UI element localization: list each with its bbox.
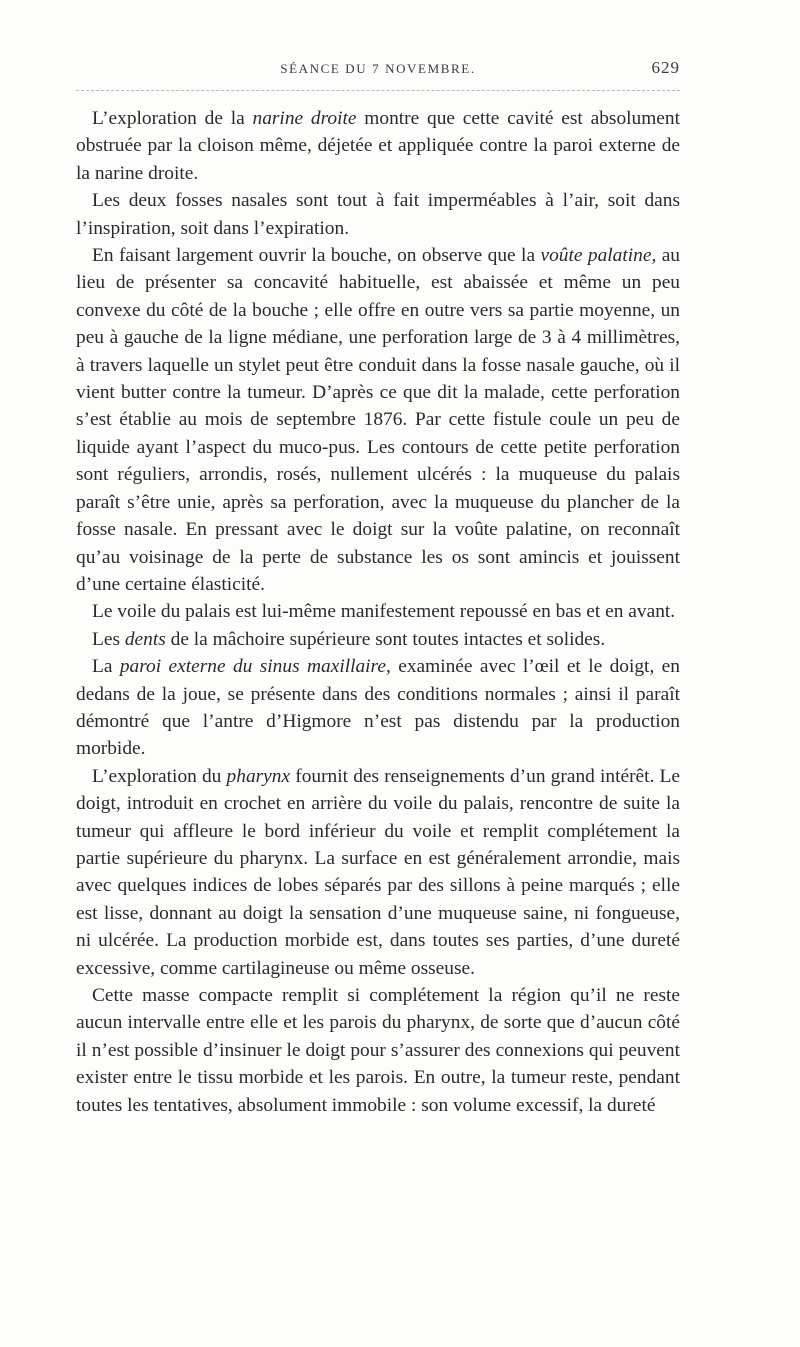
text-run: montre que cette cavité est absolument obstruée par la cloison même, déjetée et appliquée contre la paroi externe de la narine droite. [76, 108, 680, 184]
text-run: L’exploration de la [92, 108, 253, 129]
italic-term: voûte palatine [540, 245, 652, 267]
page-header [76, 58, 680, 82]
italic-term: narine droite [252, 108, 357, 129]
text-run: Les deux fosses nasales sont tout à fait imperméables à l’air, soit dans l’inspiration, soit dans l’expiration. [76, 190, 680, 239]
text-run: Cette masse compacte remplit si complétement la région qu’il ne reste aucun intervalle entre elle et les parois du pharynx, de sorte que d’aucun côté il n’est possible d’insinuer le doigt pour s’assurer des connexions qui peuvent exister entre le tissu morbide et les parois. En outre, la tumeur reste, pendant toutes les tentatives, absolument immobile : son volume excessif, la dureté [76, 985, 680, 1116]
text-run: En faisant largement ouvrir la bouche, on observe que la [92, 245, 541, 267]
italic-term: dents [124, 628, 166, 650]
text-run: La [92, 656, 120, 678]
page-number: 629 [651, 58, 680, 77]
paragraph [76, 598, 680, 625]
paragraph [76, 242, 680, 598]
paragraph [76, 187, 680, 242]
running-head: SÉANCE DU 7 NOVEMBRE. [280, 61, 476, 76]
header-rule [76, 90, 680, 91]
paragraph [76, 982, 680, 1119]
italic-term: paroi externe du sinus maxillaire [119, 656, 386, 678]
paragraph [76, 763, 680, 982]
text-run: fournit des renseignements d’un grand intérêt. Le doigt, introduit en crochet en arrière du voile du palais, rencontre de suite la tumeur qui affleure le bord inférieur du voile et remplit complétement la partie supérieure du pharynx. La surface en est généralement arrondie, mais avec quelques indices de lobes séparés par des sillons à peine marqués ; elle est lisse, donnant au doigt la sensation d’une muqueuse saine, ni fongueuse, ni ulcérée. La production morbide est, dans toutes ses parties, d’une dureté excessive, comme cartilagineuse ou même osseuse. [76, 765, 680, 979]
text-run: Les [92, 628, 125, 650]
italic-term: pharynx [226, 765, 291, 787]
text-run: L’exploration du [92, 765, 227, 787]
paragraph [76, 626, 680, 653]
text-run: Le voile du palais est lui-même manifestement repoussé en bas et en avant. [92, 601, 676, 623]
text-run: , au lieu de présenter sa concavité habituelle, est abaissée et même un peu convexe du côté de la bouche ; elle offre en outre vers sa partie moyenne, un peu à gauche de la ligne médiane, une perforation large de 3 à 4 millimètres, à travers laquelle un stylet peut être conduit dans la fosse nasale gauche, où il vient butter contre la tumeur. D’après ce que dit la malade, cette perforation s’est établie au mois de septembre 1876. Par cette fistule coule un peu de liquide ayant l’aspect du muco-pus. Les contours de cette petite perforation sont réguliers, arrondis, rosés, nullement ulcérés : la muqueuse du palais paraît s’être unie, après sa perforation, avec la muqueuse du plancher de la fosse nasale. En pressant avec le doigt sur la voûte palatine, on reconnaît qu’au voisinage de la perte de substance les os sont amincis et jouissent d’une certaine élasticité. [76, 245, 681, 595]
text-run: de la mâchoire supérieure sont toutes intactes et solides. [165, 628, 606, 650]
paragraph [76, 653, 680, 763]
body-text [76, 105, 680, 1119]
text-run: , examinée avec l’œil et le doigt, en dedans de la joue, se présente dans des conditions normales ; ainsi il paraît démontré que l’antre d’Higmore n’est pas distendu par la production morbide. [76, 656, 680, 760]
paragraph [76, 105, 680, 187]
